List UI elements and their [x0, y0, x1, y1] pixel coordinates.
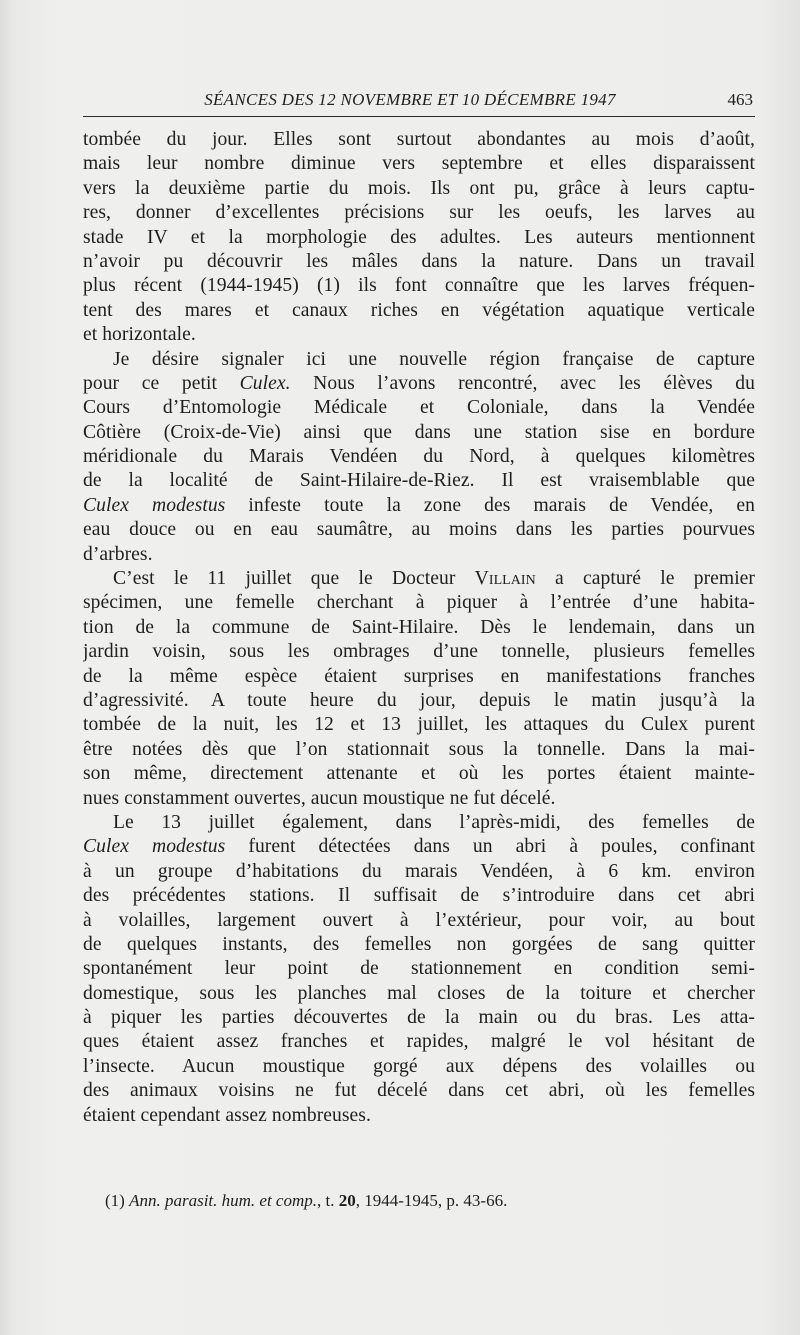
text-segment: des précédentes stations. Il suffisait de s’introduire dans cet abri	[83, 885, 755, 907]
text-line	[83, 323, 755, 347]
text-segment: Je désire signaler ici une nouvelle région française de capture	[113, 348, 755, 370]
text-line	[83, 494, 755, 518]
text-line	[83, 860, 755, 884]
text-line	[83, 957, 755, 981]
text-line	[83, 909, 755, 933]
text-segment: mais leur nombre diminue vers septembre et elles disparaissent	[83, 153, 755, 175]
text-segment: de la même espèce étaient surprises en manifestations franches	[83, 665, 755, 687]
text-line	[83, 445, 755, 469]
text-segment: l’insecte. Aucun moustique gorgé aux dépens des volailles ou	[83, 1055, 755, 1077]
text-segment: domestique, sous les planches mal closes de la toiture et chercher	[83, 982, 755, 1004]
text-line	[83, 884, 755, 908]
text-segment: C’est le 11 juillet que le Docteur	[113, 568, 475, 590]
text-segment: plus récent (1944-1945) (1) ils font connaître que les larves fréquen-	[83, 275, 755, 297]
running-title: SÉANCES DES 12 NOVEMBRE ET 10 DÉCEMBRE 1947	[204, 90, 616, 109]
text-segment: Culex modestus	[83, 836, 226, 858]
body-text	[83, 128, 755, 1128]
text-segment: furent détectées dans un abri à poules, confinant	[225, 836, 755, 858]
text-line	[83, 835, 755, 859]
text-segment: spontanément leur point de stationnement en condition semi-	[83, 958, 755, 980]
text-line	[83, 469, 755, 493]
text-line	[83, 665, 755, 689]
text-segment: n’avoir pu découvrir les mâles dans la nature. Dans un travail	[83, 250, 755, 272]
text-segment: tion de la commune de Saint-Hilaire. Dès le lendemain, dans un	[83, 616, 755, 638]
text-segment: d’arbres.	[83, 543, 153, 565]
footnote-volume: 20	[338, 1191, 356, 1210]
text-segment: eau douce ou en eau saumâtre, au moins dans les parties pourvues	[83, 519, 755, 541]
text-segment: Villain	[474, 568, 536, 590]
text-segment: de la localité de Saint-Hilaire-de-Riez. Il est vraisemblable que	[83, 470, 755, 492]
text-segment: et horizontale.	[83, 324, 196, 346]
text-segment: méridionale du Marais Vendéen du Nord, à quelques kilomètres	[83, 446, 755, 468]
text-segment: tent des mares et canaux riches en végétation aquatique verticale	[83, 299, 755, 321]
text-segment: Le 13 juillet également, dans l’après-midi, des femelles de	[113, 811, 755, 833]
text-line	[83, 421, 755, 445]
text-line	[83, 616, 755, 640]
text-segment: a capturé le premier	[535, 568, 755, 590]
text-line	[83, 226, 755, 250]
text-line	[83, 567, 755, 591]
footnote-rest: , 1944-1945, p. 43-66.	[355, 1191, 508, 1210]
text-segment: Culex.	[239, 372, 291, 394]
text-segment: Culex modestus	[83, 494, 226, 516]
text-line	[83, 811, 755, 835]
text-segment: être notées dès que l’on stationnait sous la tonnelle. Dans la mai-	[83, 738, 755, 760]
text-line	[83, 396, 755, 420]
text-line	[83, 1055, 755, 1079]
text-line	[83, 1006, 755, 1030]
text-line	[83, 177, 755, 201]
text-line	[83, 713, 755, 737]
text-segment: nues constamment ouvertes, aucun moustique ne fut décelé.	[83, 787, 556, 809]
text-line	[83, 982, 755, 1006]
text-segment: jardin voisin, sous les ombrages d’une tonnelle, plusieurs femelles	[83, 641, 755, 663]
text-segment: Cours d’Entomologie Médicale et Coloniale, dans la Vendée	[83, 397, 755, 419]
text-line	[83, 738, 755, 762]
text-line	[83, 128, 755, 152]
text-line	[83, 372, 755, 396]
text-segment: infeste toute la zone des marais de Vendée, en	[225, 494, 755, 516]
text-line	[83, 348, 755, 372]
text-line	[83, 250, 755, 274]
text-segment: à un groupe d’habitations du marais Vendéen, à 6 km. environ	[83, 860, 755, 882]
text-segment: spécimen, une femelle cherchant à piquer à l’entrée d’une habita-	[83, 592, 755, 614]
footnote	[105, 1191, 745, 1211]
text-line	[83, 1079, 755, 1103]
text-line	[83, 274, 755, 298]
text-segment: à piquer les parties découvertes de la main ou du bras. Les atta-	[83, 1007, 755, 1029]
text-segment: tombée de la nuit, les 12 et 13 juillet, les attaques du Culex purent	[83, 714, 755, 736]
text-line	[83, 762, 755, 786]
text-segment: vers la deuxième partie du mois. Ils ont pu, grâce à leurs captu-	[83, 177, 755, 199]
text-segment: son même, directement attenante et où les portes étaient mainte-	[83, 763, 755, 785]
text-segment: à volailles, largement ouvert à l’extérieur, pour voir, au bout	[83, 909, 755, 931]
text-segment: des animaux voisins ne fut décelé dans cet abri, où les femelles	[83, 1080, 755, 1102]
text-line	[83, 518, 755, 542]
text-line	[83, 299, 755, 323]
footnote-marker: (1)	[105, 1191, 125, 1210]
text-line	[83, 640, 755, 664]
text-segment: de quelques instants, des femelles non gorgées de sang quitter	[83, 933, 755, 955]
text-segment: d’agressivité. A toute heure du jour, depuis le matin jusqu’à la	[83, 689, 755, 711]
running-header	[83, 90, 755, 117]
text-line	[83, 1104, 755, 1128]
text-segment: Côtière (Croix-de-Vie) ainsi que dans une station sise en bordure	[83, 421, 755, 443]
text-line	[83, 933, 755, 957]
text-segment: Nous l’avons rencontré, avec les élèves du	[290, 372, 755, 394]
text-line	[83, 689, 755, 713]
text-segment: res, donner d’excellentes précisions sur les oeufs, les larves au	[83, 202, 755, 224]
text-segment: pour ce petit	[83, 372, 240, 394]
text-line	[83, 591, 755, 615]
text-segment: tombée du jour. Elles sont surtout abondantes au mois d’août,	[83, 129, 755, 150]
text-line	[83, 787, 755, 811]
footnote-source: Ann. parasit. hum. et comp.	[129, 1191, 318, 1210]
text-line	[83, 543, 755, 567]
text-line	[83, 1030, 755, 1054]
text-segment: stade IV et la morphologie des adultes. Les auteurs mentionnent	[83, 226, 755, 248]
text-line	[83, 201, 755, 225]
text-segment: étaient cependant assez nombreuses.	[83, 1104, 371, 1126]
footnote-volume-prefix: , t.	[317, 1191, 339, 1210]
page-number: 463	[727, 90, 753, 109]
text-segment: ques étaient assez franches et rapides, malgré le vol hésitant de	[83, 1031, 755, 1053]
text-line	[83, 152, 755, 176]
